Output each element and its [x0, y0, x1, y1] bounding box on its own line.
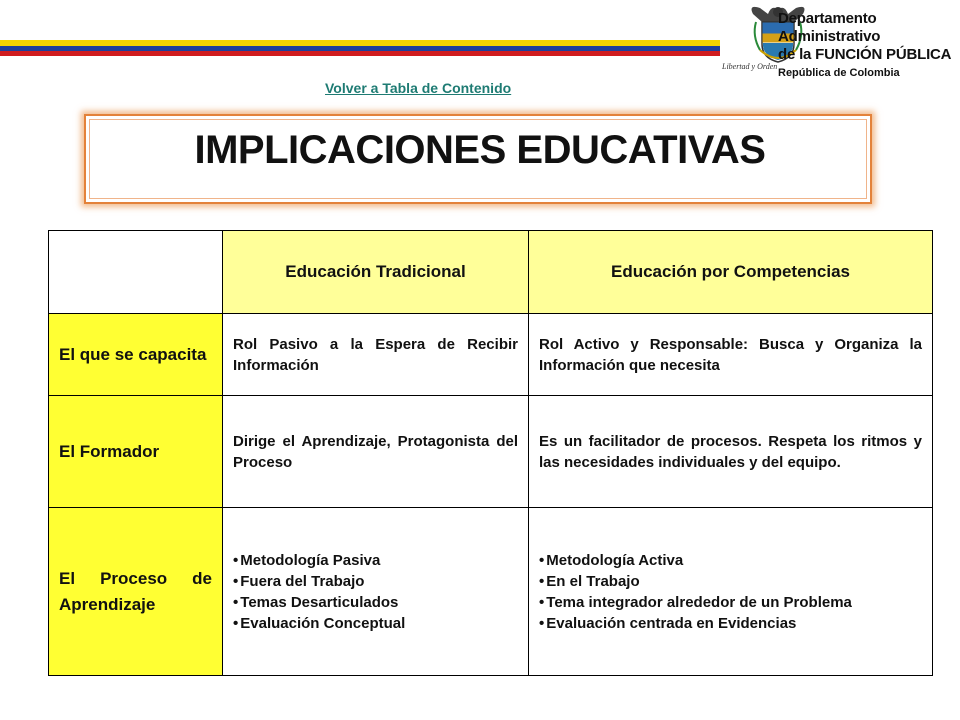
competencies-list — [539, 550, 922, 634]
list-item: • Metodología Pasiva — [233, 550, 518, 571]
table-row — [49, 508, 933, 676]
traditional-cell — [223, 508, 529, 676]
org-line-3: República de Colombia — [778, 67, 900, 79]
colombian-flag-stripe — [0, 40, 720, 56]
back-to-contents-link[interactable]: Volver a Tabla de Contenido — [325, 80, 512, 96]
page-title: IMPLICACIONES EDUCATIVAS — [194, 128, 766, 172]
list-item: • Fuera del Trabajo — [233, 571, 518, 592]
header-traditional: Educación Tradicional — [223, 231, 529, 314]
competencies-cell: Rol Activo y Responsable: Busca y Organiza la Información que necesita — [529, 314, 933, 396]
table-row — [49, 314, 933, 396]
traditional-cell: Dirige el Aprendizaje, Protagonista del Proceso — [223, 396, 529, 508]
row-label: El que se capacita — [49, 314, 223, 396]
org-line-2: de la FUNCIÓN PÚBLICA — [778, 46, 952, 63]
organization-name — [778, 10, 960, 80]
list-item: • Tema integrador alrededor de un Problema — [539, 592, 922, 613]
header-blank-cell — [49, 231, 223, 314]
header-competencies: Educación por Competencias — [529, 231, 933, 314]
traditional-list — [233, 550, 518, 634]
motto-text: Libertad y Orden — [722, 62, 778, 71]
list-item: • En el Trabajo — [539, 571, 922, 592]
comparison-table — [48, 230, 933, 676]
table-header-row — [49, 231, 933, 314]
row-label: El Proceso de Aprendizaje — [49, 508, 223, 676]
list-item: • Temas Desarticulados — [233, 592, 518, 613]
traditional-cell: Rol Pasivo a la Espera de Recibir Información — [223, 314, 529, 396]
table-row — [49, 396, 933, 508]
competencies-cell — [529, 508, 933, 676]
org-line-1: Departamento Administrativo — [778, 10, 881, 45]
list-item: • Evaluación centrada en Evidencias — [539, 613, 922, 634]
list-item: • Metodología Activa — [539, 550, 922, 571]
row-label: El Formador — [49, 396, 223, 508]
list-item: • Evaluación Conceptual — [233, 613, 518, 634]
competencies-cell: Es un facilitador de procesos. Respeta los ritmos y las necesidades individuales y del equipo. — [529, 396, 933, 508]
